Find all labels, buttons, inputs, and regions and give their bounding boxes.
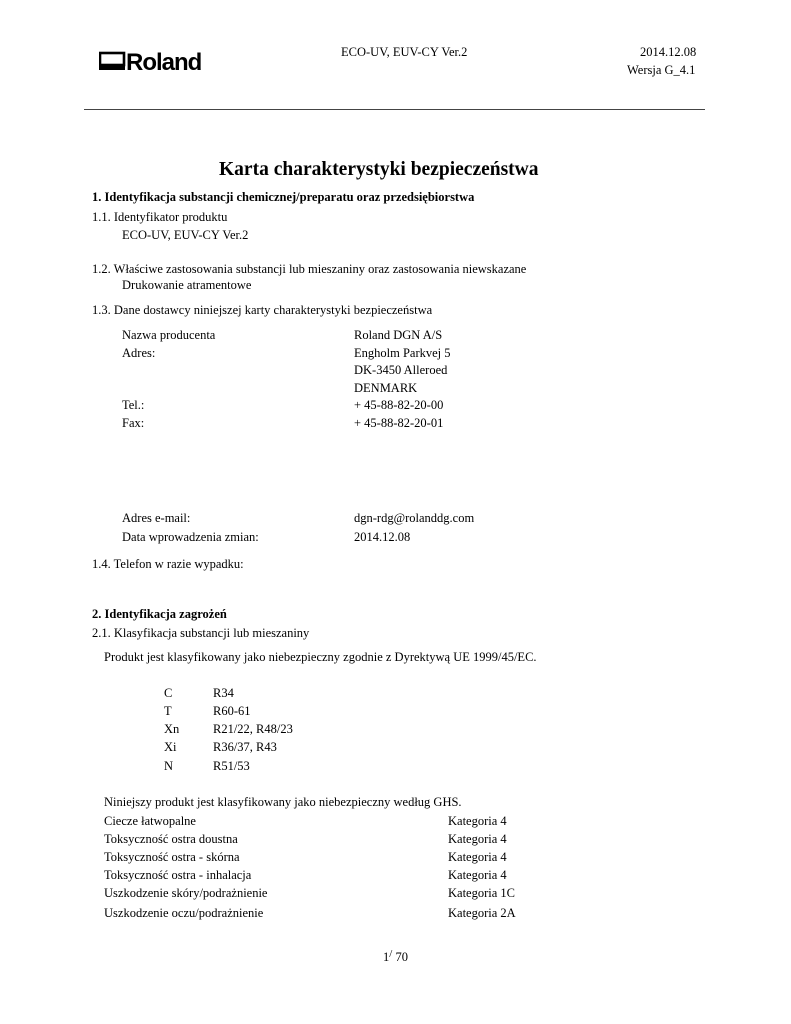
- s12-label: 1.2. Właściwe zastosowania substancji lub mieszaniny oraz zastosowania niewskazane: [92, 262, 527, 276]
- s12-value: Drukowanie atramentowe: [122, 278, 252, 292]
- s11-label: 1.1. Identyfikator produktu: [92, 210, 228, 224]
- hazard-symbol: Xn: [164, 722, 180, 736]
- hazard-symbol: C: [164, 686, 173, 700]
- r-phrases: R34: [213, 686, 234, 700]
- ghs-category: Kategoria 2A: [448, 906, 516, 920]
- hazard-symbol: T: [164, 704, 172, 718]
- supplier-label: Adres:: [122, 346, 156, 360]
- page-total: 70: [395, 950, 408, 964]
- supplier-value: Roland DGN A/S: [354, 328, 443, 342]
- logo-wordmark: Roland: [126, 50, 202, 72]
- page-indicator: [383, 948, 408, 964]
- ghs-category: Kategoria 4: [448, 868, 507, 882]
- header-product: ECO-UV, EUV-CY Ver.2: [341, 45, 468, 59]
- hazard-symbol: Xi: [164, 740, 177, 754]
- supplier-value: + 45-88-82-20-00: [354, 398, 444, 412]
- ghs-hazard: Uszkodzenie oczu/podrażnienie: [104, 906, 264, 920]
- ghs-hazard: Toksyczność ostra - skórna: [104, 850, 240, 864]
- ghs-hazard: Ciecze łatwopalne: [104, 814, 196, 828]
- ghs-intro: Niniejszy produkt jest klasyfikowany jako niebezpieczny według GHS.: [104, 795, 462, 809]
- revision-value: 2014.12.08: [354, 530, 411, 544]
- ghs-hazard: Toksyczność ostra - inhalacja: [104, 868, 252, 882]
- ghs-category: Kategoria 1C: [448, 886, 515, 900]
- email-value: dgn-rdg@rolanddg.com: [354, 511, 475, 525]
- supplier-value: DENMARK: [354, 381, 418, 395]
- s13-label: 1.3. Dane dostawcy niniejszej karty charakterystyki bezpieczeństwa: [92, 303, 433, 317]
- supplier-value: Engholm Parkvej 5: [354, 346, 451, 360]
- supplier-label: Tel.:: [122, 398, 145, 412]
- revision-label: Data wprowadzenia zmian:: [122, 530, 259, 544]
- ghs-category: Kategoria 4: [448, 814, 507, 828]
- section1-heading: 1. Identyfikacja substancji chemicznej/preparatu oraz przedsiębiorstwa: [92, 190, 475, 204]
- ghs-category: Kategoria 4: [448, 850, 507, 864]
- supplier-value: + 45-88-82-20-01: [354, 416, 444, 430]
- s14-label: 1.4. Telefon w razie wypadku:: [92, 557, 244, 571]
- r-phrases: R21/22, R48/23: [213, 722, 293, 736]
- directive-text: Produkt jest klasyfikowany jako niebezpieczny zgodnie z Dyrektywą UE 1999/45/EC.: [104, 650, 537, 664]
- page-separator: /: [389, 948, 393, 960]
- ghs-category: Kategoria 4: [448, 832, 507, 846]
- roland-logo: [99, 50, 229, 72]
- hazard-symbol: N: [164, 759, 174, 773]
- header-divider: [84, 109, 705, 110]
- header-version: Wersja G_4.1: [627, 63, 696, 77]
- ghs-hazard: Toksyczność ostra doustna: [104, 832, 238, 846]
- ghs-hazard: Uszkodzenie skóry/podrażnienie: [104, 886, 268, 900]
- r-phrases: R60-61: [213, 704, 251, 718]
- document-title: Karta charakterystyki bezpieczeństwa: [219, 159, 539, 180]
- header-date: 2014.12.08: [640, 45, 697, 59]
- section2-heading: 2. Identyfikacja zagrożeń: [92, 607, 227, 621]
- supplier-label: Fax:: [122, 416, 145, 430]
- page-number: 1: [383, 950, 390, 964]
- supplier-label: Nazwa producenta: [122, 328, 216, 342]
- s11-value: ECO-UV, EUV-CY Ver.2: [122, 228, 249, 242]
- supplier-value: DK-3450 Alleroed: [354, 363, 448, 377]
- s21-label: 2.1. Klasyfikacja substancji lub mieszaniny: [92, 626, 310, 640]
- email-label: Adres e-mail:: [122, 511, 191, 525]
- r-phrases: R51/53: [213, 759, 250, 773]
- r-phrases: R36/37, R43: [213, 740, 277, 754]
